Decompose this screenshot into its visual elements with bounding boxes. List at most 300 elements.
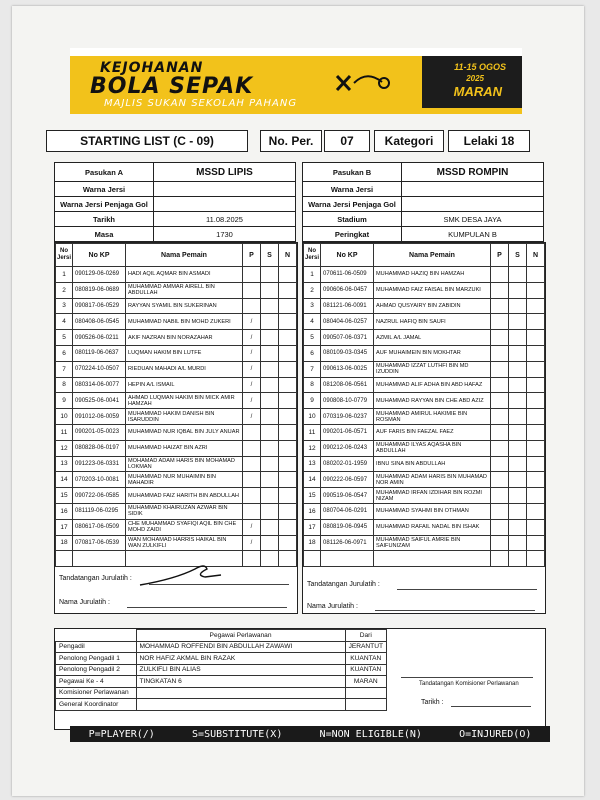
banner-year: 2025 [466,74,484,83]
player-status-n [527,424,545,440]
player-name: WAN MOHAMAD HARRIS HAIKAL BIN WAN ZULKIFLI [126,535,243,551]
banner-logo-strip [70,48,522,56]
official-row [56,687,387,699]
player-status-s [509,298,527,314]
team-b-player-table [303,243,545,567]
empty-cell [73,551,126,567]
player-name: AUF FARIS BIN FAEZAL FAEZ [374,424,491,440]
player-jersey-number: 7 [56,361,73,377]
player-name: MUHAMMAD IRFAN IZDIHAR BIN ROZMI NIZAM [374,488,491,504]
player-jersey-number: 7 [304,361,321,377]
coach-b-name-label: Nama Jurulatih : [307,603,358,610]
player-ic-number: 090526-06-0211 [73,330,126,346]
player-status-n [279,361,297,377]
player-status-s [261,267,279,283]
player-row [56,314,297,330]
player-jersey-number: 13 [304,456,321,472]
player-status-p [491,267,509,283]
player-jersey-number: 16 [304,503,321,519]
player-name: MUHAMMAD IZZAT LUTHFI BIN MD IZUDDIN [374,361,491,377]
player-status-s [261,472,279,488]
col-n: N [527,244,545,267]
player-status-s [261,519,279,535]
player-jersey-number: 3 [56,298,73,314]
player-status-n [279,456,297,472]
official-name: TINGKATAN 6 [136,676,345,688]
official-role: Pegawai Ke - 4 [56,676,137,688]
status-legend-bar [70,726,550,742]
official-row [56,664,387,676]
masa-label: Masa [55,227,154,242]
player-jersey-number: 6 [304,345,321,361]
player-status-p: / [243,519,261,535]
player-status-n [279,267,297,283]
komisioner-signature-label: Tandatangan Komisioner Perlawanan [419,681,519,687]
player-jersey-number: 11 [56,424,73,440]
player-name: MUHAMMAD NUR MUHAIMIN BIN MAHADIR [126,472,243,488]
player-ic-number: 080819-06-0945 [321,519,374,535]
official-from [345,699,386,711]
player-status-s [509,424,527,440]
player-ic-number: 090519-06-0547 [321,488,374,504]
legend-non-eligible: N=NON ELIGIBLE(N) [319,728,422,740]
player-row [56,440,297,456]
player-ic-number: 080617-06-0509 [73,519,126,535]
banner-title-line2: BOLA SEPAK [90,74,254,99]
col-s: S [261,244,279,267]
player-ic-number: 080314-06-0077 [73,377,126,393]
player-jersey-number: 18 [304,535,321,551]
player-row [304,440,545,456]
player-jersey-number: 6 [56,345,73,361]
peringkat-value: KUMPULAN B [402,227,544,242]
player-status-p [243,424,261,440]
player-ic-number: 090525-06-0041 [73,393,126,409]
coach-b-name-line [375,610,535,611]
empty-cell [279,551,297,567]
player-status-p [491,519,509,535]
player-ic-number: 091012-06-0059 [73,409,126,425]
player-status-p: / [243,377,261,393]
player-ic-number: 090817-06-0529 [73,298,126,314]
col-no-jersi [56,244,73,267]
player-status-n [279,535,297,551]
player-name: AKIF NAZRAN BIN NORAZAHAR [126,330,243,346]
player-status-p: / [243,393,261,409]
player-status-n [527,519,545,535]
player-jersey-number: 14 [304,472,321,488]
player-row [304,519,545,535]
player-status-p [491,409,509,425]
player-status-s [261,488,279,504]
player-row [56,267,297,283]
football-icon [332,68,392,98]
player-name: MUHAMMAD HAZIQ BIN HAMZAH [374,267,491,283]
player-status-n [527,472,545,488]
player-status-n [279,345,297,361]
player-row [304,503,545,519]
player-row [56,424,297,440]
player-jersey-number: 15 [304,488,321,504]
player-status-n [527,393,545,409]
player-status-n [527,535,545,551]
player-row [304,488,545,504]
player-status-n [527,314,545,330]
officials-panel [54,628,546,730]
official-name: MOHAMMAD ROFFENDI BIN ABDULLAH ZAWAWI [136,641,345,653]
player-status-p [491,361,509,377]
official-row [56,699,387,711]
player-status-n [279,424,297,440]
player-ic-number: 090201-05-0023 [73,424,126,440]
player-ic-number: 090613-06-0025 [321,361,374,377]
player-name: CHE MUHAMMAD SYAFIQI AQIL BIN CHE MOHD ZAIDI [126,519,243,535]
empty-cell [243,551,261,567]
player-status-p [243,282,261,298]
player-status-s [261,440,279,456]
player-row [304,330,545,346]
player-status-s [261,535,279,551]
player-status-p [491,393,509,409]
player-jersey-number: 18 [56,535,73,551]
player-status-p [491,488,509,504]
player-jersey-number: 10 [56,409,73,425]
masa-value: 1730 [154,227,296,242]
player-row [56,393,297,409]
player-jersey-number: 17 [304,519,321,535]
player-jersey-number: 12 [304,440,321,456]
official-role: Penolong Pengadil 2 [56,664,137,676]
col-nama: Nama Pemain [374,244,491,267]
player-row [304,472,545,488]
player-name: MUHAMMAD AMIRUL HAKIMIE BIN ROSMAN [374,409,491,425]
player-name: MUHAMMAD ADAM HARIS BIN MUHAMAD NOR AMIN [374,472,491,488]
player-status-n [527,298,545,314]
col-jersi-label: Jersi [305,255,320,261]
player-status-s [261,456,279,472]
player-status-n [527,440,545,456]
player-name: HEPIN A/L ISMAIL [126,377,243,393]
player-name: MOHAMAD ADAM HARIS BIN MOHAMAD LOKMAN [126,456,243,472]
warna-gk-a-value [154,197,296,212]
player-status-n [279,393,297,409]
player-row [56,488,297,504]
player-status-s [261,503,279,519]
player-name: AUF MUHAIMEIN BIN MOKHTAR [374,345,491,361]
col-no-label: No [60,248,68,254]
col-kp: No KP [73,244,126,267]
player-name: NAZRUL HAFIQ BIN SAUFI [374,314,491,330]
player-status-n [279,298,297,314]
player-jersey-number: 16 [56,503,73,519]
kategori-value: Lelaki 18 [448,130,530,152]
player-row [304,345,545,361]
player-status-s [261,314,279,330]
pasukan-a-value: MSSD LIPIS [154,163,296,182]
player-ic-number: 090507-06-0371 [321,330,374,346]
player-ic-number: 080109-03-0345 [321,345,374,361]
stadium-value: SMK DESA JAYA [402,212,544,227]
player-jersey-number: 10 [304,409,321,425]
player-name: MUHAMMAD FAIZ HARITH BIN ABDULLAH [126,488,243,504]
warna-jersi-b-value [402,182,544,197]
player-jersey-number: 1 [56,267,73,283]
player-row [304,267,545,283]
official-role: Pengadil [56,641,137,653]
player-ic-number: 080819-06-0689 [73,282,126,298]
player-jersey-number: 11 [304,424,321,440]
player-status-p [243,267,261,283]
kategori-label: Kategori [374,130,444,152]
player-status-p [243,472,261,488]
player-status-s [509,393,527,409]
no-per-value: 07 [324,130,370,152]
player-row [56,519,297,535]
tarikh-label: Tarikh [55,212,154,227]
legend-injured: O=INJURED(O) [459,728,532,740]
player-status-p [491,424,509,440]
player-status-n [527,330,545,346]
player-status-s [261,361,279,377]
banner-venue: MARAN [453,84,502,99]
player-row [56,409,297,425]
player-ic-number: 091223-06-0331 [73,456,126,472]
player-ic-number: 090129-06-0269 [73,267,126,283]
legend-substitute: S=SUBSTITUTE(X) [192,728,283,740]
banner-title-line1: KEJOHANAN [100,60,204,76]
player-ic-number: 090212-06-0243 [321,440,374,456]
player-status-s [261,409,279,425]
player-status-p: / [243,345,261,361]
player-ic-number: 080828-06-0197 [73,440,126,456]
official-row [56,676,387,688]
player-row [56,503,297,519]
empty-row [304,551,545,567]
player-ic-number: 090722-06-0585 [73,488,126,504]
empty-cell [491,551,509,567]
event-banner [70,48,522,114]
official-from: JERANTUT [345,641,386,653]
peringkat-label: Peringkat [303,227,402,242]
player-ic-number: 080202-01-1959 [321,456,374,472]
player-status-n [527,282,545,298]
player-ic-number: 080119-06-0637 [73,345,126,361]
player-status-p [243,456,261,472]
stadium-label: Stadium [303,212,402,227]
player-status-n [527,488,545,504]
player-status-s [509,314,527,330]
player-status-n [279,503,297,519]
player-row [56,298,297,314]
player-status-n [527,345,545,361]
player-jersey-number: 15 [56,488,73,504]
player-name: MUHAMMAD AMMAR AIRELL BIN ABDULLAH [126,282,243,298]
player-status-n [527,377,545,393]
player-name: LUQMAN HAKIM BIN LUTFE [126,345,243,361]
player-row [304,393,545,409]
player-jersey-number: 2 [56,282,73,298]
officials-table [55,629,387,711]
player-name: MUHAMMAD KHAIRUZAN AZWAR BIN SIDIK [126,503,243,519]
banner-dates: 11-15 OGOS [454,62,506,72]
player-name: AHMAD LUQMAN HAKIM BIN MICK AMIR HAMZAH [126,393,243,409]
empty-cell [509,551,527,567]
player-row [304,282,545,298]
player-ic-number: 090808-10-0779 [321,393,374,409]
warna-gk-b-value [402,197,544,212]
player-ic-number: 081119-06-0295 [73,503,126,519]
player-name: MUHAMMAD RAFAIL NADAL BIN ISHAK [374,519,491,535]
player-status-p [243,298,261,314]
player-ic-number: 090606-06-0457 [321,282,374,298]
player-status-s [261,330,279,346]
player-row [56,456,297,472]
player-row [56,377,297,393]
official-from: KUANTAN [345,664,386,676]
player-ic-number: 081208-06-0561 [321,377,374,393]
player-row [304,535,545,551]
pasukan-a-label: Pasukan A [55,163,154,182]
player-row [304,409,545,425]
official-name [136,687,345,699]
col-no-jersi [304,244,321,267]
warna-jersi-a-label: Warna Jersi [55,182,154,197]
player-jersey-number: 4 [304,314,321,330]
player-ic-number: 070319-06-0237 [321,409,374,425]
player-status-s [509,345,527,361]
player-status-p [491,456,509,472]
player-status-p: / [243,409,261,425]
official-from [345,687,386,699]
player-status-s [509,361,527,377]
player-name: MUHAMMAD RAYYAN BIN CHE ABD AZIZ [374,393,491,409]
player-status-p: / [243,535,261,551]
player-jersey-number: 2 [304,282,321,298]
player-row [304,361,545,377]
player-status-p [491,440,509,456]
player-status-s [261,298,279,314]
col-nama: Nama Pemain [126,244,243,267]
player-name: IBNU SINA BIN ABDULLAH [374,456,491,472]
official-row [56,653,387,665]
coach-a-name-line [127,607,287,608]
player-status-s [509,503,527,519]
player-status-p [243,440,261,456]
player-row [304,314,545,330]
player-jersey-number: 14 [56,472,73,488]
player-status-s [261,377,279,393]
player-status-n [527,267,545,283]
player-status-s [509,330,527,346]
player-jersey-number: 8 [56,377,73,393]
player-name: MUHAMMAD NUR IQBAL BIN JULY ANUAR [126,424,243,440]
player-status-s [509,409,527,425]
player-name: MUHAMMAD NABIL BIN MOHD ZUKERI [126,314,243,330]
player-status-n [527,503,545,519]
warna-gk-a-label: Warna Jersi Penjaga Gol [55,197,154,212]
player-status-s [509,267,527,283]
team-b-info [302,162,544,242]
player-ic-number: 090201-06-0571 [321,424,374,440]
warna-jersi-a-value [154,182,296,197]
player-status-s [509,472,527,488]
player-status-n [279,282,297,298]
player-row [304,377,545,393]
player-name: AZMIL A/L JAMAL [374,330,491,346]
player-jersey-number: 13 [56,456,73,472]
banner-title-line3: MAJLIS SUKAN SEKOLAH PAHANG [104,98,298,109]
player-status-p: / [243,361,261,377]
player-row [56,330,297,346]
empty-cell [261,551,279,567]
player-name: MUHAMMAD HAKIM DANISH BIN ISARUDDIN [126,409,243,425]
player-ic-number: 090222-06-0597 [321,472,374,488]
player-status-p: / [243,330,261,346]
coach-b-signature-label: Tandatangan Jurulatih : [307,581,380,588]
player-status-s [261,393,279,409]
team-a-player-table [55,243,297,567]
player-status-s [509,535,527,551]
official-row [56,641,387,653]
player-status-n [279,314,297,330]
player-status-n [279,377,297,393]
player-status-s [509,377,527,393]
player-jersey-number: 8 [304,377,321,393]
officials-header-dari: Dari [345,630,386,642]
player-ic-number: 070224-10-0507 [73,361,126,377]
pasukan-b-value: MSSD ROMPIN [402,163,544,182]
player-ic-number: 081126-06-0971 [321,535,374,551]
player-name: MUHAMMAD SAIFUL AMRIE BIN SAIFUNIZAM [374,535,491,551]
player-jersey-number: 5 [56,330,73,346]
player-name: MUHAMMAD ALIF ADHA BIN ABD HAFAZ [374,377,491,393]
player-name: MUHAMMAD SYAHMI BIN OTHMAN [374,503,491,519]
player-status-s [509,488,527,504]
empty-cell [321,551,374,567]
player-status-p [491,282,509,298]
coach-a-signature [135,561,225,589]
player-status-p [491,345,509,361]
officials-corner [56,630,137,642]
player-status-p [491,472,509,488]
player-status-s [509,282,527,298]
legend-player: P=PLAYER(/) [88,728,155,740]
col-jersi-label: Jersi [57,255,72,261]
player-status-s [509,519,527,535]
player-status-n [279,472,297,488]
official-role: General Koordinator [56,699,137,711]
official-name: NOR HAFIZ AKMAL BIN RAZAK [136,653,345,665]
tarikh-value: 11.08.2025 [154,212,296,227]
official-name [136,699,345,711]
empty-cell [304,551,321,567]
player-row [304,456,545,472]
player-name: MUHAMMAD HAIZAT BIN AZRI [126,440,243,456]
player-status-s [261,345,279,361]
coach-a-name-label: Nama Jurulatih : [59,599,110,606]
warna-jersi-b-label: Warna Jersi [303,182,402,197]
player-name: HADI AQIL AQMAR BIN ASMADI [126,267,243,283]
player-status-p [491,503,509,519]
coach-b-signature-line [397,589,537,590]
player-status-s [509,456,527,472]
official-role: Komisioner Perlawanan [56,687,137,699]
player-ic-number: 080408-06-0545 [73,314,126,330]
player-ic-number: 080704-06-0291 [321,503,374,519]
player-jersey-number: 1 [304,267,321,283]
player-status-p [243,503,261,519]
komisioner-tarikh-label: Tarikh : [421,699,444,706]
